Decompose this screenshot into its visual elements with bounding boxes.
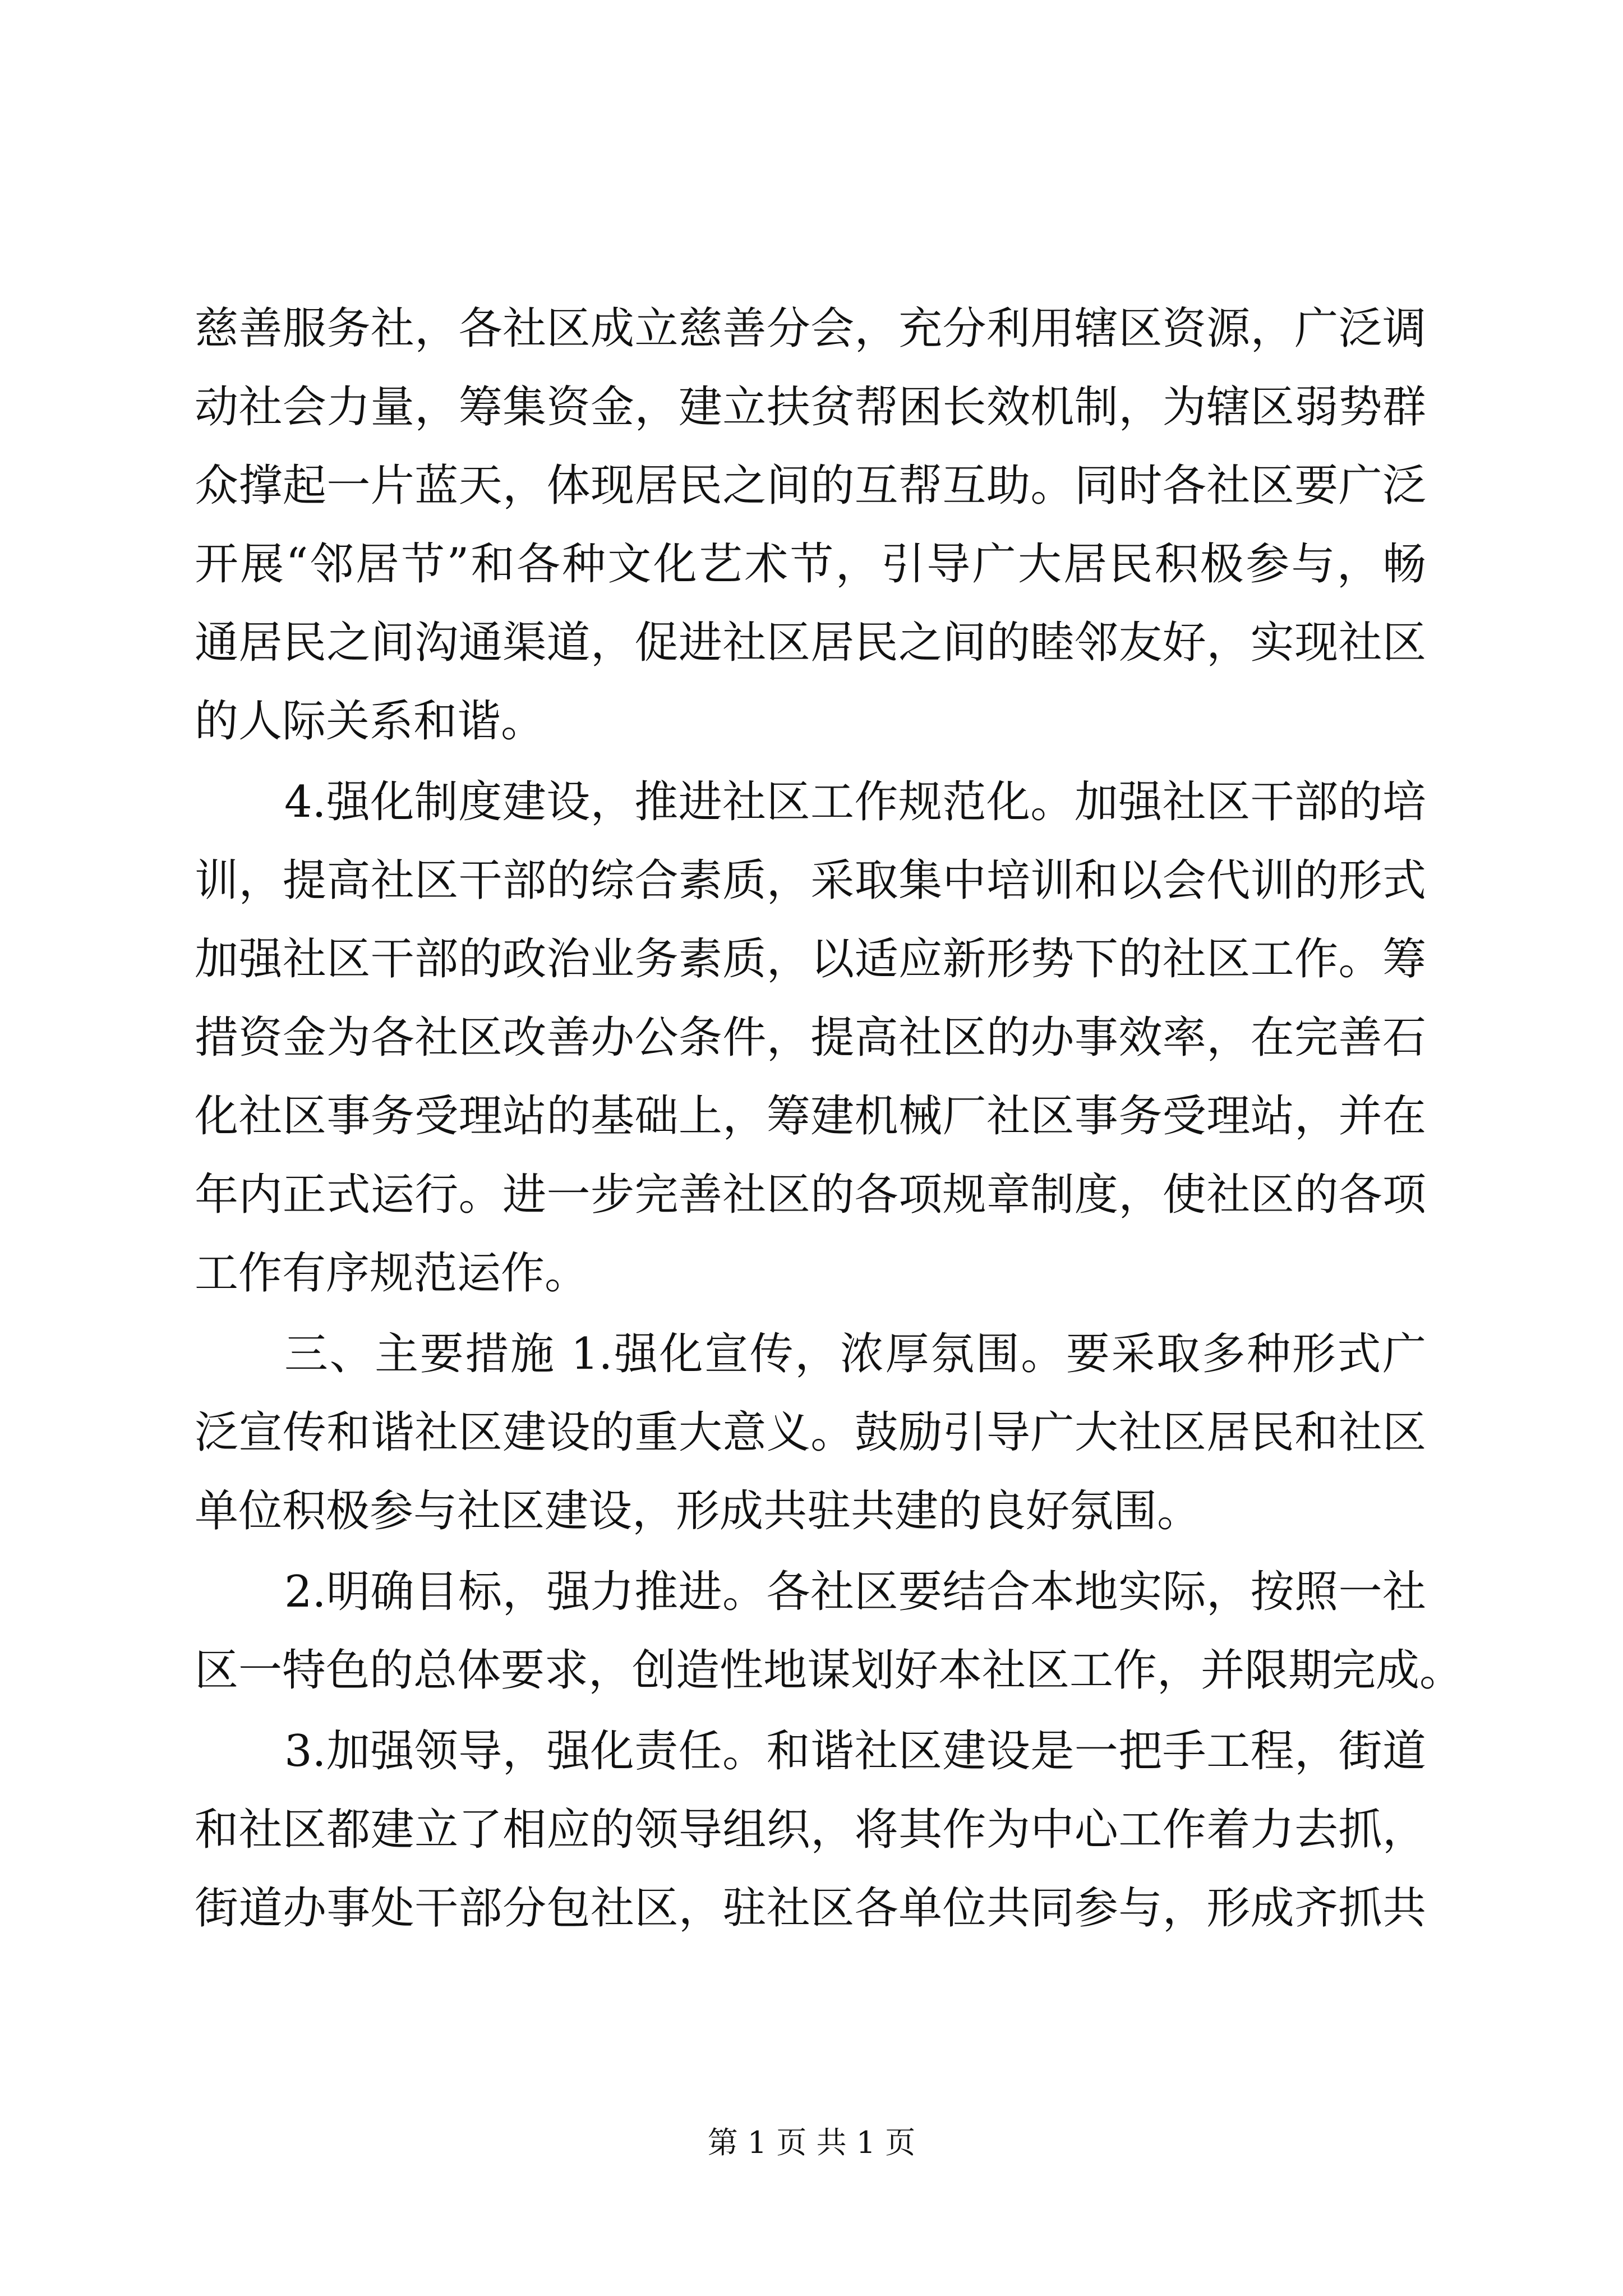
page-number-footer: 第 1 页 共 1 页 [707,2125,916,2160]
text-line: 训，提高社区干部的综合素质，采取集中培训和以会代训的形式 [195,855,1426,906]
text-line: 措资金为各社区改善办公条件，提高社区的办事效率，在完善石 [195,1013,1426,1063]
paragraph-first-line: 三、主要措施 1.强化宣传，浓厚氛围。要采取多种形式广 [284,1329,1426,1379]
text-line: 单位积极参与社区建设，形成共驻共建的良好氛围。 [195,1486,1201,1536]
text-line: 众撑起一片蓝天，体现居民之间的互帮互助。同时各社区要广泛 [195,461,1426,511]
paragraph-first-line: 3.加强领导，强化责任。和谐社区建设是一把手工程，街道 [284,1726,1426,1777]
text-line: 慈善服务社，各社区成立慈善分会，充分利用辖区资源，广泛调 [195,303,1426,354]
text-line: 区一特色的总体要求，创造性地谋划好本社区工作，并限期完成。 [195,1645,1464,1696]
text-line: 化社区事务受理站的基础上，筹建机械厂社区事务受理站，并在 [195,1091,1426,1142]
text-line: 通居民之间沟通渠道，促进社区居民之间的睦邻友好，实现社区 [195,618,1426,668]
text-line: 泛宣传和谐社区建设的重大意义。鼓励引导广大社区居民和社区 [195,1407,1426,1458]
text-line: 的人际关系和谐。 [195,696,545,747]
text-line: 街道办事处干部分包社区，驻社区各单位共同参与，形成齐抓共 [195,1883,1426,1934]
paragraph-first-line: 4.强化制度建设，推进社区工作规范化。加强社区干部的培 [284,777,1426,827]
text-line: 年内正式运行。进一步完善社区的各项规章制度，使社区的各项 [195,1170,1426,1220]
text-line: 动社会力量，筹集资金，建立扶贫帮困长效机制，为辖区弱势群 [195,382,1426,432]
text-line: 开展“邻居节”和各种文化艺术节，引导广大居民积极参与，畅 [195,539,1426,590]
text-line: 工作有序规范运作。 [195,1248,589,1299]
text-line: 和社区都建立了相应的领导组织，将其作为中心工作着力去抓， [195,1805,1426,1855]
text-line: 加强社区干部的政治业务素质，以适应新形势下的社区工作。筹 [195,934,1426,984]
paragraph-first-line: 2.明确目标，强力推进。各社区要结合本地实际，按照一社 [284,1567,1426,1617]
